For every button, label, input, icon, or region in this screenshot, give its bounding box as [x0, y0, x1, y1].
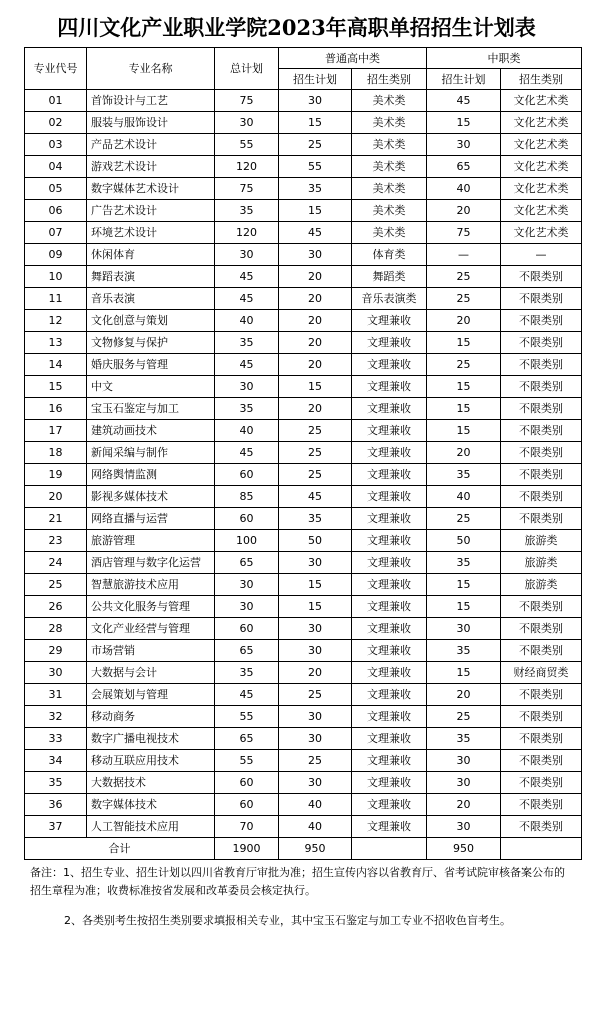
cell-total: 30 [215, 376, 279, 398]
cell-general-category: 美术类 [352, 90, 427, 112]
cell-total: 60 [215, 794, 279, 816]
cell-general-plan: 20 [279, 310, 352, 332]
cell-vocational-category: 文化艺术类 [501, 112, 582, 134]
page-title: 四川文化产业职业学院2023年高职单招招生计划表 [57, 15, 536, 40]
cell-vocational-category: 文化艺术类 [501, 156, 582, 178]
cell-general-plan: 20 [279, 332, 352, 354]
table-row [25, 398, 582, 420]
cell-total: 85 [215, 486, 279, 508]
cell-general-category: 美术类 [352, 222, 427, 244]
cell-total: 30 [215, 112, 279, 134]
cell-general-category: 美术类 [352, 134, 427, 156]
table-row [25, 266, 582, 288]
cell-total: 45 [215, 442, 279, 464]
cell-vocational-category: 不限类别 [501, 750, 582, 772]
cell-name: 移动互联应用技术 [87, 750, 215, 772]
cell-name: 数字广播电视技术 [87, 728, 215, 750]
table-row [25, 816, 582, 838]
cell-name: 人工智能技术应用 [87, 816, 215, 838]
cell-vocational-category: 不限类别 [501, 332, 582, 354]
cell-vocational-category: 不限类别 [501, 288, 582, 310]
table-row [25, 178, 582, 200]
cell-code: 11 [25, 288, 87, 310]
table-row [25, 728, 582, 750]
cell-vocational-category: 不限类别 [501, 420, 582, 442]
cell-general-category: 文理兼收 [352, 508, 427, 530]
table-row [25, 354, 582, 376]
table-row [25, 750, 582, 772]
cell-general-plan: 30 [279, 244, 352, 266]
cell-general-plan: 25 [279, 750, 352, 772]
cell-total: 65 [215, 552, 279, 574]
cell-total: 45 [215, 288, 279, 310]
cell-general-category: 文理兼收 [352, 728, 427, 750]
table-row [25, 420, 582, 442]
cell-general-category: 美术类 [352, 178, 427, 200]
cell-general-plan: 25 [279, 464, 352, 486]
cell-total: 65 [215, 640, 279, 662]
cell-vocational-plan: 15 [427, 332, 501, 354]
cell-vocational-category: 不限类别 [501, 508, 582, 530]
cell-name: 智慧旅游技术应用 [87, 574, 215, 596]
cell-total: 30 [215, 244, 279, 266]
totals-vocational-category [501, 838, 582, 860]
cell-total: 55 [215, 706, 279, 728]
cell-general-plan: 25 [279, 420, 352, 442]
cell-general-plan: 35 [279, 178, 352, 200]
cell-name: 市场营销 [87, 640, 215, 662]
table-row [25, 464, 582, 486]
cell-vocational-category: 文化艺术类 [501, 90, 582, 112]
cell-name: 数字媒体艺术设计 [87, 178, 215, 200]
table-row [25, 288, 582, 310]
cell-general-category: 文理兼收 [352, 640, 427, 662]
totals-general-category [352, 838, 427, 860]
cell-vocational-category: 旅游类 [501, 552, 582, 574]
cell-general-category: 舞蹈类 [352, 266, 427, 288]
cell-code: 33 [25, 728, 87, 750]
cell-total: 30 [215, 596, 279, 618]
cell-total: 60 [215, 464, 279, 486]
cell-vocational-category: 不限类别 [501, 442, 582, 464]
cell-name: 产品艺术设计 [87, 134, 215, 156]
cell-code: 18 [25, 442, 87, 464]
totals-total: 1900 [215, 838, 279, 860]
header-name: 专业名称 [87, 48, 215, 90]
cell-vocational-category: 不限类别 [501, 266, 582, 288]
header-group-vocational: 中职类 [427, 48, 582, 69]
totals-vocational-plan: 950 [427, 838, 501, 860]
cell-vocational-category: 文化艺术类 [501, 200, 582, 222]
cell-code: 15 [25, 376, 87, 398]
cell-general-plan: 35 [279, 508, 352, 530]
cell-general-plan: 25 [279, 134, 352, 156]
cell-vocational-plan: 25 [427, 706, 501, 728]
totals-label: 合计 [25, 838, 215, 860]
cell-vocational-plan: 35 [427, 552, 501, 574]
cell-name: 环境艺术设计 [87, 222, 215, 244]
cell-vocational-plan: — [427, 244, 501, 266]
cell-vocational-category: 不限类别 [501, 398, 582, 420]
cell-total: 70 [215, 816, 279, 838]
cell-code: 03 [25, 134, 87, 156]
cell-general-category: 文理兼收 [352, 420, 427, 442]
cell-general-plan: 30 [279, 552, 352, 574]
cell-general-plan: 45 [279, 222, 352, 244]
cell-vocational-category: 不限类别 [501, 376, 582, 398]
cell-vocational-category: 不限类别 [501, 354, 582, 376]
cell-vocational-plan: 75 [427, 222, 501, 244]
cell-general-plan: 25 [279, 684, 352, 706]
table-row [25, 772, 582, 794]
table-row [25, 684, 582, 706]
cell-general-plan: 30 [279, 640, 352, 662]
cell-code: 34 [25, 750, 87, 772]
table-row [25, 90, 582, 112]
cell-vocational-plan: 25 [427, 288, 501, 310]
cell-vocational-plan: 30 [427, 772, 501, 794]
cell-vocational-category: 不限类别 [501, 596, 582, 618]
cell-general-plan: 15 [279, 376, 352, 398]
cell-total: 30 [215, 574, 279, 596]
cell-code: 21 [25, 508, 87, 530]
cell-vocational-plan: 20 [427, 794, 501, 816]
table-row [25, 112, 582, 134]
cell-name: 服装与服饰设计 [87, 112, 215, 134]
cell-code: 28 [25, 618, 87, 640]
cell-vocational-category: 文化艺术类 [501, 178, 582, 200]
cell-general-plan: 30 [279, 772, 352, 794]
cell-general-plan: 15 [279, 596, 352, 618]
note-line-1: 备注：1、招生专业、招生计划以四川省教育厅审批为准；招生宣传内容以省教育厅、省考试院审核备案公布的招生章程为准；收费标准按省发展和改革委员会核定执行。 [30, 866, 565, 897]
cell-total: 75 [215, 90, 279, 112]
cell-name: 游戏艺术设计 [87, 156, 215, 178]
cell-general-category: 文理兼收 [352, 354, 427, 376]
cell-code: 02 [25, 112, 87, 134]
cell-total: 45 [215, 354, 279, 376]
cell-code: 17 [25, 420, 87, 442]
cell-general-plan: 20 [279, 288, 352, 310]
cell-general-category: 文理兼收 [352, 596, 427, 618]
cell-vocational-category: 不限类别 [501, 816, 582, 838]
cell-vocational-category: 不限类别 [501, 618, 582, 640]
cell-general-category: 文理兼收 [352, 376, 427, 398]
table-row [25, 640, 582, 662]
cell-vocational-plan: 15 [427, 596, 501, 618]
cell-name: 建筑动画技术 [87, 420, 215, 442]
cell-vocational-plan: 15 [427, 574, 501, 596]
cell-general-plan: 50 [279, 530, 352, 552]
table-row [25, 486, 582, 508]
cell-total: 40 [215, 420, 279, 442]
cell-vocational-plan: 20 [427, 310, 501, 332]
cell-vocational-plan: 30 [427, 816, 501, 838]
cell-general-category: 文理兼收 [352, 486, 427, 508]
table-row [25, 332, 582, 354]
cell-general-plan: 20 [279, 398, 352, 420]
cell-name: 广告艺术设计 [87, 200, 215, 222]
header-code: 专业代号 [25, 48, 87, 90]
cell-code: 26 [25, 596, 87, 618]
cell-name: 舞蹈表演 [87, 266, 215, 288]
cell-total: 120 [215, 222, 279, 244]
cell-general-category: 美术类 [352, 112, 427, 134]
cell-vocational-plan: 15 [427, 420, 501, 442]
cell-general-plan: 15 [279, 200, 352, 222]
table-header-row [25, 48, 582, 69]
cell-vocational-plan: 25 [427, 354, 501, 376]
cell-general-category: 体育类 [352, 244, 427, 266]
cell-total: 65 [215, 728, 279, 750]
cell-vocational-plan: 15 [427, 376, 501, 398]
cell-vocational-category: 不限类别 [501, 464, 582, 486]
cell-code: 07 [25, 222, 87, 244]
cell-name: 公共文化服务与管理 [87, 596, 215, 618]
cell-total: 35 [215, 200, 279, 222]
cell-general-category: 文理兼收 [352, 464, 427, 486]
cell-vocational-category: 不限类别 [501, 486, 582, 508]
cell-name: 网络直播与运营 [87, 508, 215, 530]
cell-code: 01 [25, 90, 87, 112]
cell-vocational-plan: 20 [427, 200, 501, 222]
table-row [25, 552, 582, 574]
cell-code: 23 [25, 530, 87, 552]
cell-general-plan: 20 [279, 266, 352, 288]
cell-vocational-category: 财经商贸类 [501, 662, 582, 684]
cell-name: 影视多媒体技术 [87, 486, 215, 508]
table-row [25, 156, 582, 178]
cell-name: 首饰设计与工艺 [87, 90, 215, 112]
table-row [25, 244, 582, 266]
cell-name: 文化创意与策划 [87, 310, 215, 332]
header-vocational-category: 招生类别 [501, 69, 582, 90]
table-row [25, 574, 582, 596]
cell-vocational-category: 不限类别 [501, 772, 582, 794]
cell-code: 32 [25, 706, 87, 728]
cell-vocational-plan: 15 [427, 662, 501, 684]
cell-general-category: 文理兼收 [352, 530, 427, 552]
cell-general-plan: 30 [279, 706, 352, 728]
cell-total: 35 [215, 332, 279, 354]
cell-general-plan: 20 [279, 354, 352, 376]
table-row [25, 618, 582, 640]
cell-vocational-category: 旅游类 [501, 574, 582, 596]
cell-vocational-plan: 35 [427, 464, 501, 486]
cell-general-plan: 40 [279, 794, 352, 816]
cell-vocational-category: 不限类别 [501, 794, 582, 816]
header-general-plan: 招生计划 [279, 69, 352, 90]
cell-name: 网络舆情监测 [87, 464, 215, 486]
table-row [25, 442, 582, 464]
cell-code: 05 [25, 178, 87, 200]
cell-vocational-plan: 65 [427, 156, 501, 178]
header-total: 总计划 [215, 48, 279, 90]
cell-vocational-category: 不限类别 [501, 640, 582, 662]
cell-name: 新闻采编与制作 [87, 442, 215, 464]
cell-general-category: 文理兼收 [352, 772, 427, 794]
cell-vocational-category: 文化艺术类 [501, 134, 582, 156]
cell-general-plan: 40 [279, 816, 352, 838]
cell-general-category: 文理兼收 [352, 398, 427, 420]
cell-general-category: 文理兼收 [352, 574, 427, 596]
table-row [25, 794, 582, 816]
cell-name: 休闲体育 [87, 244, 215, 266]
cell-general-plan: 25 [279, 442, 352, 464]
cell-code: 16 [25, 398, 87, 420]
cell-vocational-category: 不限类别 [501, 684, 582, 706]
table-row [25, 706, 582, 728]
table-row [25, 310, 582, 332]
cell-total: 40 [215, 310, 279, 332]
cell-name: 宝玉石鉴定与加工 [87, 398, 215, 420]
table-row [25, 222, 582, 244]
cell-vocational-category: — [501, 244, 582, 266]
cell-vocational-plan: 45 [427, 90, 501, 112]
cell-total: 60 [215, 618, 279, 640]
table-row [25, 508, 582, 530]
cell-name: 酒店管理与数字化运营 [87, 552, 215, 574]
cell-code: 06 [25, 200, 87, 222]
cell-code: 13 [25, 332, 87, 354]
cell-code: 29 [25, 640, 87, 662]
cell-vocational-plan: 35 [427, 640, 501, 662]
note-line-2: 2、各类别考生按招生类别要求填报相关专业，其中宝玉石鉴定与加工专业不招收色盲考生。 [64, 914, 511, 927]
cell-total: 100 [215, 530, 279, 552]
totals-general-plan: 950 [279, 838, 352, 860]
header-vocational-plan: 招生计划 [427, 69, 501, 90]
cell-general-category: 文理兼收 [352, 332, 427, 354]
table-row [25, 530, 582, 552]
cell-code: 35 [25, 772, 87, 794]
cell-vocational-plan: 25 [427, 266, 501, 288]
cell-name: 旅游管理 [87, 530, 215, 552]
cell-total: 35 [215, 662, 279, 684]
cell-general-plan: 20 [279, 662, 352, 684]
cell-general-category: 文理兼收 [352, 706, 427, 728]
cell-total: 120 [215, 156, 279, 178]
cell-name: 文化产业经营与管理 [87, 618, 215, 640]
cell-general-category: 文理兼收 [352, 684, 427, 706]
cell-code: 14 [25, 354, 87, 376]
notes [30, 864, 570, 930]
cell-vocational-plan: 40 [427, 178, 501, 200]
cell-general-category: 音乐表演类 [352, 288, 427, 310]
cell-total: 45 [215, 266, 279, 288]
cell-general-plan: 55 [279, 156, 352, 178]
cell-general-category: 文理兼收 [352, 794, 427, 816]
cell-code: 37 [25, 816, 87, 838]
cell-name: 数字媒体技术 [87, 794, 215, 816]
cell-vocational-plan: 15 [427, 398, 501, 420]
cell-code: 30 [25, 662, 87, 684]
cell-vocational-category: 不限类别 [501, 728, 582, 750]
cell-code: 12 [25, 310, 87, 332]
cell-vocational-category: 不限类别 [501, 706, 582, 728]
cell-total: 35 [215, 398, 279, 420]
table-row [25, 134, 582, 156]
cell-vocational-category: 文化艺术类 [501, 222, 582, 244]
cell-general-category: 美术类 [352, 200, 427, 222]
cell-total: 55 [215, 134, 279, 156]
cell-vocational-plan: 20 [427, 684, 501, 706]
cell-general-category: 文理兼收 [352, 816, 427, 838]
cell-code: 04 [25, 156, 87, 178]
cell-code: 20 [25, 486, 87, 508]
cell-general-plan: 30 [279, 728, 352, 750]
cell-general-category: 文理兼收 [352, 310, 427, 332]
cell-general-category: 文理兼收 [352, 662, 427, 684]
cell-general-plan: 15 [279, 112, 352, 134]
cell-name: 中文 [87, 376, 215, 398]
cell-vocational-plan: 30 [427, 750, 501, 772]
cell-vocational-plan: 40 [427, 486, 501, 508]
cell-general-plan: 30 [279, 618, 352, 640]
cell-total: 60 [215, 508, 279, 530]
cell-total: 75 [215, 178, 279, 200]
cell-name: 会展策划与管理 [87, 684, 215, 706]
table-row [25, 662, 582, 684]
cell-general-category: 文理兼收 [352, 618, 427, 640]
cell-code: 10 [25, 266, 87, 288]
cell-name: 移动商务 [87, 706, 215, 728]
cell-general-category: 文理兼收 [352, 552, 427, 574]
cell-vocational-category: 不限类别 [501, 310, 582, 332]
cell-vocational-plan: 20 [427, 442, 501, 464]
cell-general-plan: 30 [279, 90, 352, 112]
header-group-general: 普通高中类 [279, 48, 427, 69]
cell-code: 25 [25, 574, 87, 596]
cell-vocational-plan: 25 [427, 508, 501, 530]
totals-row [25, 838, 582, 860]
cell-vocational-plan: 35 [427, 728, 501, 750]
cell-vocational-category: 旅游类 [501, 530, 582, 552]
cell-total: 55 [215, 750, 279, 772]
table-row [25, 376, 582, 398]
cell-code: 09 [25, 244, 87, 266]
cell-general-plan: 15 [279, 574, 352, 596]
table-body [25, 90, 582, 838]
header-general-category: 招生类别 [352, 69, 427, 90]
cell-name: 音乐表演 [87, 288, 215, 310]
table-row [25, 200, 582, 222]
cell-name: 大数据与会计 [87, 662, 215, 684]
cell-general-plan: 45 [279, 486, 352, 508]
cell-general-category: 美术类 [352, 156, 427, 178]
cell-general-category: 文理兼收 [352, 442, 427, 464]
cell-name: 大数据技术 [87, 772, 215, 794]
cell-code: 24 [25, 552, 87, 574]
cell-code: 31 [25, 684, 87, 706]
cell-name: 文物修复与保护 [87, 332, 215, 354]
cell-name: 婚庆服务与管理 [87, 354, 215, 376]
cell-code: 36 [25, 794, 87, 816]
cell-vocational-plan: 30 [427, 618, 501, 640]
cell-total: 60 [215, 772, 279, 794]
cell-vocational-plan: 30 [427, 134, 501, 156]
cell-total: 45 [215, 684, 279, 706]
cell-vocational-plan: 50 [427, 530, 501, 552]
cell-general-category: 文理兼收 [352, 750, 427, 772]
cell-vocational-plan: 15 [427, 112, 501, 134]
table-row [25, 596, 582, 618]
cell-code: 19 [25, 464, 87, 486]
enrollment-plan-table [24, 47, 582, 860]
